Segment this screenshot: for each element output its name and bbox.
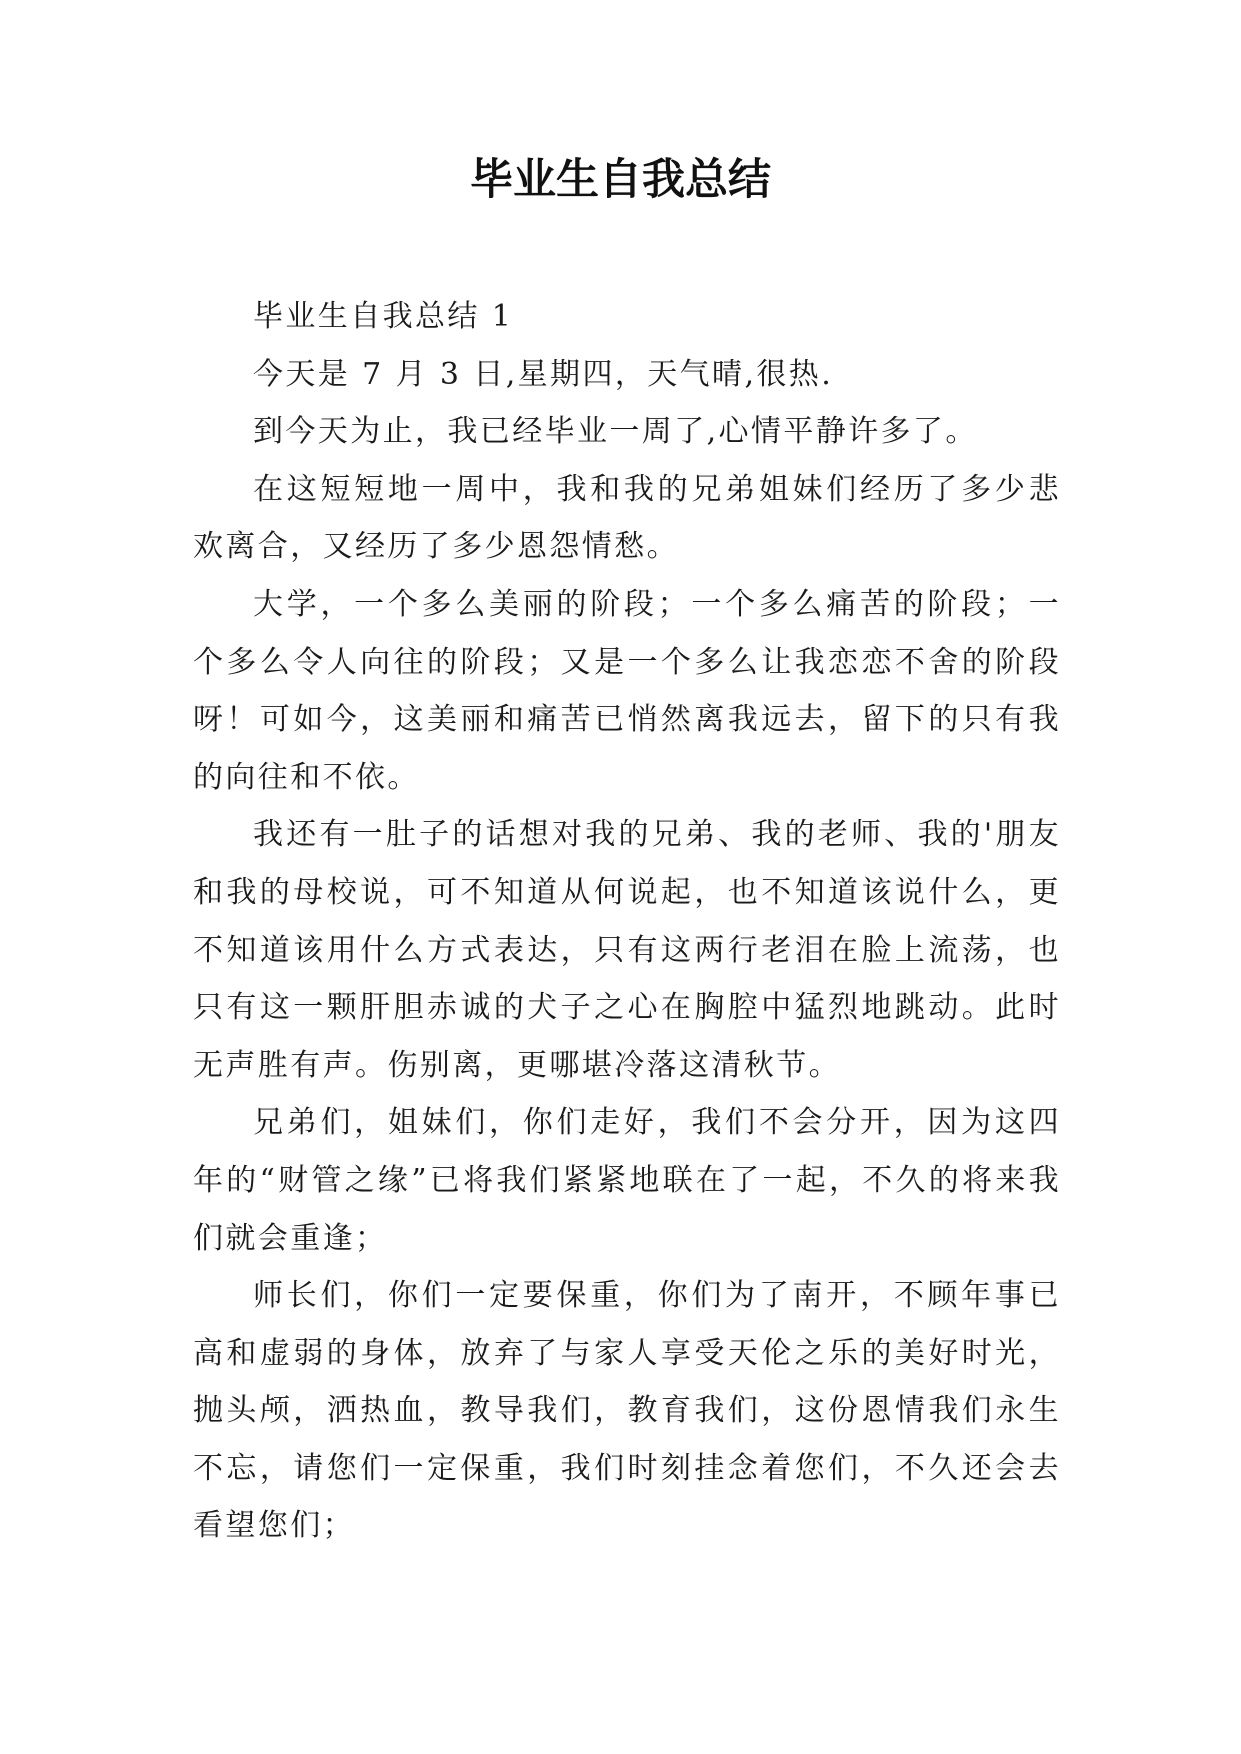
paragraph: 到今天为止，我已经毕业一周了,心情平静许多了。 <box>253 414 978 450</box>
paragraph: 师长们，你们一定要保重，你们为了南开，不顾年事已高和虚弱的身体，放弃了与家人享受天伦之乐的美好时光，抛头颅，洒热血，教导我们，教育我们，这份恩情我们永生不忘，请您们一定保重，我们时刻挂念着您们，不久还会去看望您们； <box>193 1278 1061 1544</box>
paragraph: 大学，一个多么美丽的阶段；一个多么痛苦的阶段；一个多么令人向往的阶段；又是一个多么让我恋恋不舍的阶段呀！可如今，这美丽和痛苦已悄然离我远去，留下的只有我的向往和不依。 <box>193 586 1061 795</box>
paragraph: 兄弟们，姐妹们，你们走好，我们不会分开，因为这四年的“财管之缘”已将我们紧紧地联在了一起，不久的将来我们就会重逢； <box>193 1105 1061 1256</box>
document-body <box>193 288 1061 1555</box>
paragraph-heading: 毕业生自我总结 1 <box>253 299 514 334</box>
paragraph: 在这短短地一周中，我和我的兄弟姐妹们经历了多少悲欢离合，又经历了多少恩怨情愁。 <box>193 471 1061 565</box>
document-title: 毕业生自我总结 <box>470 155 771 205</box>
paragraph: 我还有一肚子的话想对我的兄弟、我的老师、我的'朋友和我的母校说，可不知道从何说起，也不知道该说什么，更不知道该用什么方式表达，只有这两行老泪在脸上流荡，也只有这一颗肝胆赤诚的犬子之心在胸腔中猛烈地跳动。此时无声胜有声。伤别离，更哪堪冷落这清秋节。 <box>193 817 1061 1083</box>
paragraph: 今天是 7 月 3 日,星期四，天气晴,很热. <box>253 356 834 392</box>
